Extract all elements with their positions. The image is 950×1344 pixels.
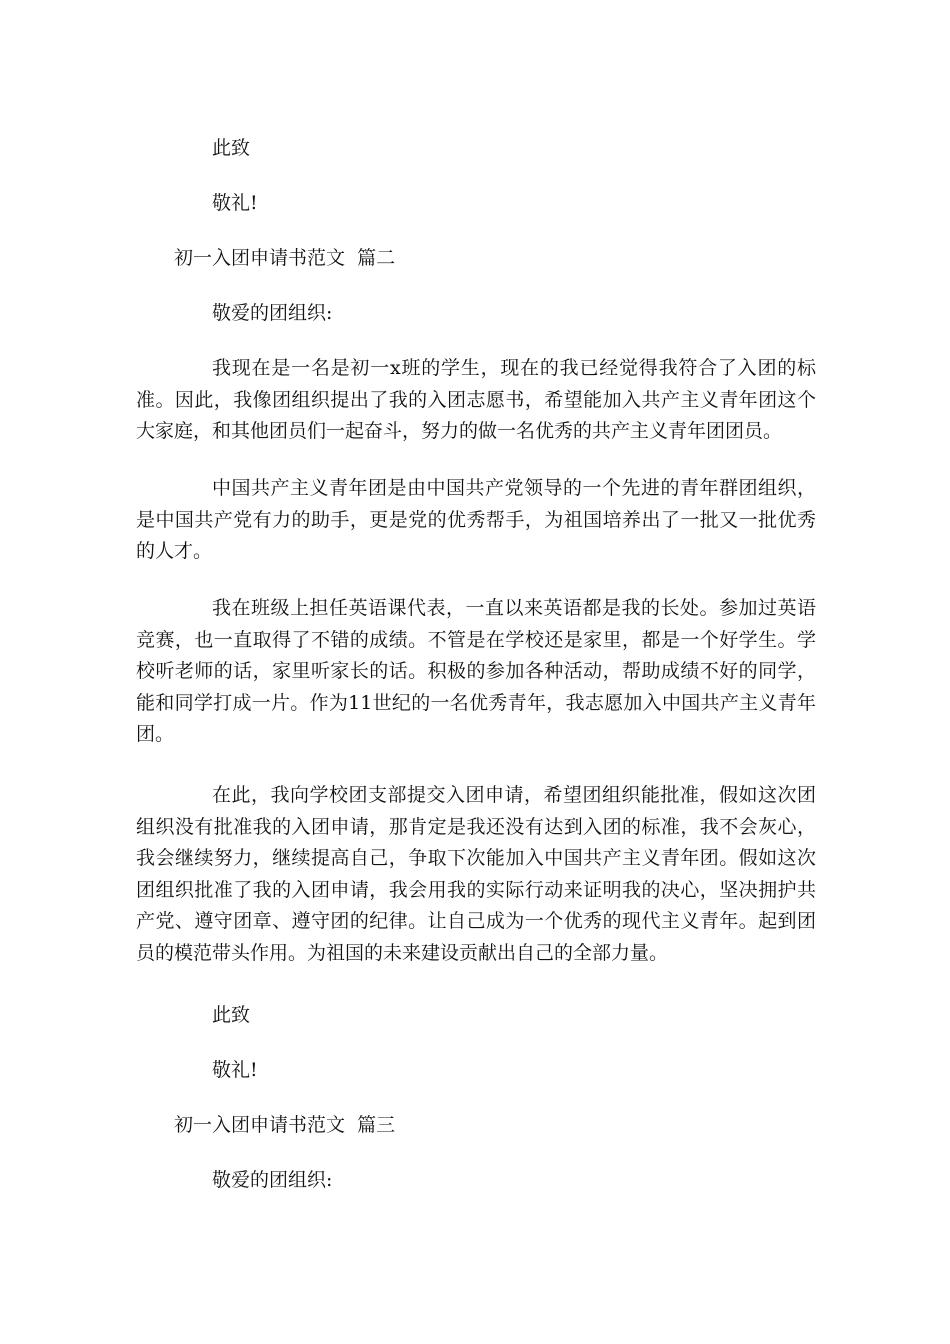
section-heading: 初一入团申请书范文 篇三	[174, 1114, 396, 1136]
greeting-text: 敬爱的团组织:	[212, 302, 333, 324]
greeting-text: 敬爱的团组织:	[212, 1169, 333, 1191]
section-heading: 初一入团申请书范文 篇二	[174, 247, 396, 269]
salute-text: 敬礼!	[212, 1059, 258, 1081]
closing-text: 此致	[212, 1004, 251, 1026]
body-paragraph: 中国共产主义青年团是由中国共产党领导的一个先进的青年群团组织，是中国共产党有力的助手，更是党的优秀帮手，为祖国培养出了一批又一批优秀的人才。	[136, 477, 816, 562]
body-paragraph: 我现在是一名是初一x班的学生，现在的我已经觉得我符合了入团的标准。因此，我像团组织提出了我的入团志愿书，希望能加入共产主义青年团这个大家庭，和其他团员们一起奋斗，努力的做一名优秀的共产主义青年团团员。	[136, 357, 816, 442]
body-paragraph: 我在班级上担任英语课代表，一直以来英语都是我的长处。参加过英语竞赛，也一直取得了不错的成绩。不管是在学校还是家里，都是一个好学生。学校听老师的话，家里听家长的话。积极的参加各种活动，帮助成绩不好的同学，能和同学打成一片。作为11世纪的一名优秀青年，我志愿加入中国共产主义青年团。	[136, 597, 816, 745]
closing-text: 此致	[212, 137, 251, 159]
salute-text: 敬礼!	[212, 192, 258, 214]
body-paragraph: 在此，我向学校团支部提交入团申请，希望团组织能批准，假如这次团组织没有批准我的入团申请，那肯定是我还没有达到入团的标准，我不会灰心，我会继续努力，继续提高自己，争取下次能加入中国共产主义青年团。假如这次团组织批准了我的入团申请，我会用我的实际行动来证明我的决心，坚决拥护共产党、遵守团章、遵守团的纪律。让自己成为一个优秀的现代主义青年。起到团员的模范带头作用。为祖国的未来建设贡献出自己的全部力量。	[136, 784, 816, 964]
